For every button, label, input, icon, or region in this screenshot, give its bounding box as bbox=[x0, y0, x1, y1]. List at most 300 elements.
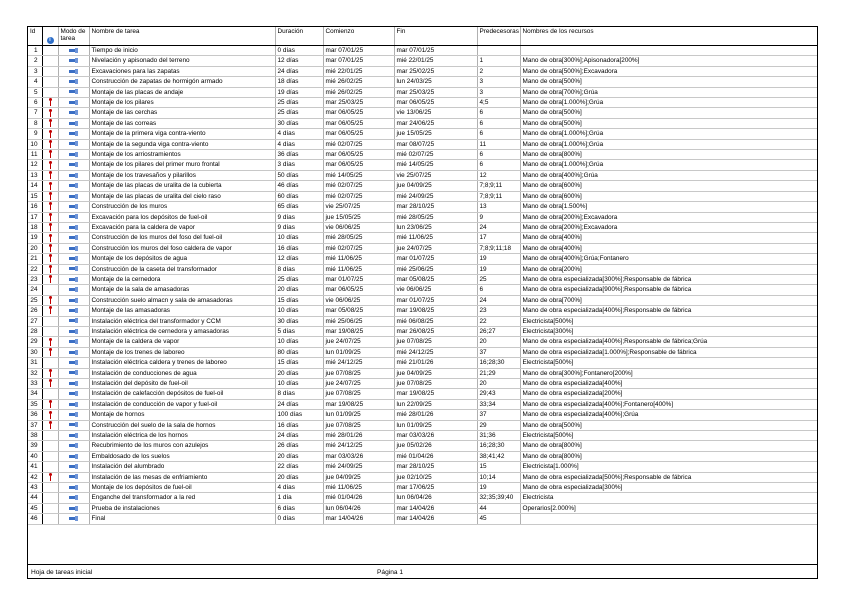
task-resources[interactable]: Mano de obra[200%];Excavadora bbox=[520, 212, 817, 222]
task-start[interactable]: mar 19/08/25 bbox=[323, 399, 394, 409]
task-name[interactable]: Montaje de los travesaños y pilarillos bbox=[89, 170, 275, 180]
task-name[interactable]: Montaje de los depósitos de agua bbox=[89, 254, 275, 264]
task-mode[interactable] bbox=[58, 295, 89, 305]
task-finish[interactable]: vie 06/06/25 bbox=[394, 285, 477, 295]
task-start[interactable]: mar 25/03/25 bbox=[323, 98, 394, 108]
table-row[interactable] bbox=[28, 503, 817, 513]
task-finish[interactable]: mié 22/01/25 bbox=[394, 56, 477, 66]
task-start[interactable]: mié 11/06/25 bbox=[323, 483, 394, 493]
task-indicator[interactable] bbox=[42, 347, 58, 357]
task-predecessors[interactable]: 37 bbox=[477, 347, 520, 357]
table-row[interactable] bbox=[28, 379, 817, 389]
task-name[interactable]: Tiempo de inicio bbox=[89, 46, 275, 56]
task-finish[interactable]: mié 14/05/25 bbox=[394, 160, 477, 170]
task-mode[interactable] bbox=[58, 66, 89, 76]
task-finish[interactable]: mar 01/07/25 bbox=[394, 254, 477, 264]
task-finish[interactable]: mar 28/10/25 bbox=[394, 202, 477, 212]
task-mode[interactable] bbox=[58, 358, 89, 368]
task-indicator[interactable] bbox=[42, 243, 58, 253]
task-resources[interactable]: Mano de obra[1.000%];Grúa bbox=[520, 139, 817, 149]
task-mode[interactable] bbox=[58, 98, 89, 108]
task-indicator[interactable] bbox=[42, 295, 58, 305]
task-indicator[interactable] bbox=[42, 399, 58, 409]
task-start[interactable]: mié 25/06/25 bbox=[323, 316, 394, 326]
task-predecessors[interactable]: 20 bbox=[477, 379, 520, 389]
task-finish[interactable]: jue 07/08/25 bbox=[394, 379, 477, 389]
task-indicator[interactable] bbox=[42, 77, 58, 87]
task-resources[interactable]: Mano de obra[200%] bbox=[520, 264, 817, 274]
task-start[interactable]: lun 06/04/26 bbox=[323, 503, 394, 513]
task-finish[interactable]: mar 08/07/25 bbox=[394, 139, 477, 149]
task-id[interactable]: 19 bbox=[28, 233, 42, 243]
task-mode[interactable] bbox=[58, 316, 89, 326]
task-start[interactable]: lun 01/09/25 bbox=[323, 347, 394, 357]
task-start[interactable]: jue 07/08/25 bbox=[323, 389, 394, 399]
task-start[interactable]: mié 24/12/25 bbox=[323, 441, 394, 451]
task-resources[interactable]: Mano de obra[500%] bbox=[520, 420, 817, 430]
task-mode[interactable] bbox=[58, 472, 89, 482]
task-resources[interactable]: Mano de obra especializada[1.000%];Responsable de fábrica bbox=[520, 347, 817, 357]
task-mode[interactable] bbox=[58, 274, 89, 284]
task-resources[interactable]: Mano de obra[1.000%];Grúa bbox=[520, 98, 817, 108]
task-duration[interactable]: 50 días bbox=[275, 170, 323, 180]
task-id[interactable]: 8 bbox=[28, 118, 42, 128]
table-row[interactable] bbox=[28, 358, 817, 368]
task-mode[interactable] bbox=[58, 441, 89, 451]
task-predecessors[interactable]: 19 bbox=[477, 483, 520, 493]
task-id[interactable]: 24 bbox=[28, 285, 42, 295]
task-id[interactable]: 29 bbox=[28, 337, 42, 347]
task-id[interactable]: 13 bbox=[28, 170, 42, 180]
task-finish[interactable]: mar 28/10/25 bbox=[394, 462, 477, 472]
task-resources[interactable]: Mano de obra[400%];Grúa bbox=[520, 170, 817, 180]
task-predecessors[interactable]: 6 bbox=[477, 150, 520, 160]
task-id[interactable]: 37 bbox=[28, 420, 42, 430]
task-start[interactable]: mié 11/06/25 bbox=[323, 264, 394, 274]
task-resources[interactable]: Mano de obra especializada[900%];Responsable de fábrica bbox=[520, 285, 817, 295]
table-row[interactable] bbox=[28, 56, 817, 66]
task-duration[interactable]: 25 días bbox=[275, 108, 323, 118]
table-row[interactable] bbox=[28, 399, 817, 409]
task-indicator[interactable] bbox=[42, 358, 58, 368]
table-row[interactable] bbox=[28, 66, 817, 76]
task-indicator[interactable] bbox=[42, 274, 58, 284]
task-indicator[interactable] bbox=[42, 379, 58, 389]
task-start[interactable]: mié 14/05/25 bbox=[323, 170, 394, 180]
task-id[interactable]: 32 bbox=[28, 368, 42, 378]
task-id[interactable]: 30 bbox=[28, 347, 42, 357]
task-duration[interactable]: 10 días bbox=[275, 379, 323, 389]
table-row[interactable] bbox=[28, 212, 817, 222]
task-mode[interactable] bbox=[58, 56, 89, 66]
task-indicator[interactable] bbox=[42, 87, 58, 97]
task-indicator[interactable] bbox=[42, 472, 58, 482]
task-mode[interactable] bbox=[58, 233, 89, 243]
task-duration[interactable]: 16 días bbox=[275, 243, 323, 253]
task-indicator[interactable] bbox=[42, 306, 58, 316]
task-duration[interactable]: 5 días bbox=[275, 326, 323, 336]
task-id[interactable]: 5 bbox=[28, 87, 42, 97]
task-duration[interactable]: 24 días bbox=[275, 399, 323, 409]
task-name[interactable]: Montaje de la segunda viga contra-viento bbox=[89, 139, 275, 149]
task-mode[interactable] bbox=[58, 368, 89, 378]
task-id[interactable]: 18 bbox=[28, 222, 42, 232]
task-name[interactable]: Instalación de calefacción depósitos de fuel-oil bbox=[89, 389, 275, 399]
table-row[interactable] bbox=[28, 181, 817, 191]
task-duration[interactable]: 20 días bbox=[275, 472, 323, 482]
task-finish[interactable]: mar 19/08/25 bbox=[394, 389, 477, 399]
task-indicator[interactable] bbox=[42, 181, 58, 191]
task-name[interactable]: Construcción de la caseta del transformador bbox=[89, 264, 275, 274]
task-duration[interactable]: 30 días bbox=[275, 118, 323, 128]
task-resources[interactable]: Mano de obra especializada[300%] bbox=[520, 483, 817, 493]
task-id[interactable]: 42 bbox=[28, 472, 42, 482]
task-id[interactable]: 15 bbox=[28, 191, 42, 201]
task-id[interactable]: 2 bbox=[28, 56, 42, 66]
task-resources[interactable]: Mano de obra especializada[400%];Responsable de fábrica bbox=[520, 306, 817, 316]
task-resources[interactable] bbox=[520, 514, 817, 524]
task-name[interactable]: Montaje de los trenes de laboreo bbox=[89, 347, 275, 357]
table-row[interactable] bbox=[28, 170, 817, 180]
task-id[interactable]: 16 bbox=[28, 202, 42, 212]
task-duration[interactable]: 24 días bbox=[275, 431, 323, 441]
task-finish[interactable]: mar 07/01/25 bbox=[394, 46, 477, 56]
task-start[interactable]: mié 11/06/25 bbox=[323, 254, 394, 264]
task-id[interactable]: 43 bbox=[28, 483, 42, 493]
task-start[interactable]: mar 01/07/25 bbox=[323, 274, 394, 284]
task-name[interactable]: Montaje de los arriostramientos bbox=[89, 150, 275, 160]
table-row[interactable] bbox=[28, 264, 817, 274]
task-indicator[interactable] bbox=[42, 98, 58, 108]
task-finish[interactable]: mar 25/03/25 bbox=[394, 87, 477, 97]
task-name[interactable]: Embaldosado de los suelos bbox=[89, 451, 275, 461]
task-duration[interactable]: 60 días bbox=[275, 191, 323, 201]
task-duration[interactable]: 0 días bbox=[275, 46, 323, 56]
task-finish[interactable]: lun 22/09/25 bbox=[394, 399, 477, 409]
task-duration[interactable]: 18 días bbox=[275, 77, 323, 87]
task-predecessors[interactable]: 12 bbox=[477, 170, 520, 180]
task-duration[interactable]: 25 días bbox=[275, 98, 323, 108]
table-row[interactable] bbox=[28, 98, 817, 108]
task-resources[interactable]: Mano de obra especializada[400%] bbox=[520, 379, 817, 389]
task-finish[interactable]: lun 24/03/25 bbox=[394, 77, 477, 87]
task-duration[interactable]: 46 días bbox=[275, 181, 323, 191]
task-resources[interactable]: Mano de obra[700%];Grúa bbox=[520, 87, 817, 97]
task-indicator[interactable] bbox=[42, 129, 58, 139]
task-name[interactable]: Excavación para la caldera de vapor bbox=[89, 222, 275, 232]
task-id[interactable]: 46 bbox=[28, 514, 42, 524]
task-finish[interactable]: jue 04/09/25 bbox=[394, 181, 477, 191]
task-mode[interactable] bbox=[58, 285, 89, 295]
task-name[interactable]: Montaje de las placas de uralita del cielo raso bbox=[89, 191, 275, 201]
task-predecessors[interactable]: 3 bbox=[477, 77, 520, 87]
table-row[interactable] bbox=[28, 514, 817, 524]
task-indicator[interactable] bbox=[42, 285, 58, 295]
table-row[interactable] bbox=[28, 160, 817, 170]
task-indicator[interactable] bbox=[42, 389, 58, 399]
table-row[interactable] bbox=[28, 202, 817, 212]
task-name[interactable]: Montaje de los pilares bbox=[89, 98, 275, 108]
task-resources[interactable] bbox=[520, 46, 817, 56]
task-id[interactable]: 28 bbox=[28, 326, 42, 336]
task-mode[interactable] bbox=[58, 222, 89, 232]
task-resources[interactable]: Mano de obra[1.500%] bbox=[520, 202, 817, 212]
task-mode[interactable] bbox=[58, 202, 89, 212]
task-predecessors[interactable]: 10;14 bbox=[477, 472, 520, 482]
task-mode[interactable] bbox=[58, 462, 89, 472]
task-mode[interactable] bbox=[58, 212, 89, 222]
task-predecessors[interactable]: 13 bbox=[477, 202, 520, 212]
task-indicator[interactable] bbox=[42, 264, 58, 274]
task-resources[interactable]: Mano de obra[500%] bbox=[520, 118, 817, 128]
task-name[interactable]: Instalación eléctrica de cernedora y amasadoras bbox=[89, 326, 275, 336]
task-start[interactable]: mar 06/05/25 bbox=[323, 160, 394, 170]
task-indicator[interactable] bbox=[42, 410, 58, 420]
task-indicator[interactable] bbox=[42, 150, 58, 160]
task-name[interactable]: Montaje de las placas de andaje bbox=[89, 87, 275, 97]
task-finish[interactable]: mié 24/09/25 bbox=[394, 191, 477, 201]
task-indicator[interactable] bbox=[42, 326, 58, 336]
task-duration[interactable]: 15 días bbox=[275, 295, 323, 305]
task-resources[interactable]: Mano de obra[400%];Grúa;Fontanero bbox=[520, 254, 817, 264]
task-start[interactable]: mar 07/01/25 bbox=[323, 46, 394, 56]
task-duration[interactable]: 20 días bbox=[275, 368, 323, 378]
task-indicator[interactable] bbox=[42, 462, 58, 472]
task-finish[interactable]: mié 02/07/25 bbox=[394, 150, 477, 160]
task-duration[interactable]: 24 días bbox=[275, 66, 323, 76]
task-mode[interactable] bbox=[58, 399, 89, 409]
table-row[interactable] bbox=[28, 191, 817, 201]
table-row[interactable] bbox=[28, 243, 817, 253]
task-id[interactable]: 31 bbox=[28, 358, 42, 368]
table-row[interactable] bbox=[28, 347, 817, 357]
task-start[interactable]: jue 24/07/25 bbox=[323, 337, 394, 347]
table-row[interactable] bbox=[28, 306, 817, 316]
task-start[interactable]: mar 06/05/25 bbox=[323, 129, 394, 139]
task-start[interactable]: mar 14/04/26 bbox=[323, 514, 394, 524]
task-mode[interactable] bbox=[58, 389, 89, 399]
task-id[interactable]: 14 bbox=[28, 181, 42, 191]
table-row[interactable] bbox=[28, 368, 817, 378]
task-name[interactable]: Final bbox=[89, 514, 275, 524]
task-predecessors[interactable]: 15 bbox=[477, 462, 520, 472]
task-indicator[interactable] bbox=[42, 514, 58, 524]
task-finish[interactable]: jue 24/07/25 bbox=[394, 243, 477, 253]
task-start[interactable]: jue 07/08/25 bbox=[323, 368, 394, 378]
task-predecessors[interactable]: 38;41;42 bbox=[477, 451, 520, 461]
task-predecessors[interactable]: 6 bbox=[477, 285, 520, 295]
task-finish[interactable]: mar 01/07/25 bbox=[394, 295, 477, 305]
task-start[interactable]: mié 26/02/25 bbox=[323, 87, 394, 97]
task-name[interactable]: Montaje de hornos bbox=[89, 410, 275, 420]
task-predecessors[interactable]: 16;28;30 bbox=[477, 358, 520, 368]
task-id[interactable]: 10 bbox=[28, 139, 42, 149]
task-mode[interactable] bbox=[58, 254, 89, 264]
task-predecessors[interactable]: 21;29 bbox=[477, 368, 520, 378]
task-duration[interactable]: 4 días bbox=[275, 139, 323, 149]
task-predecessors[interactable]: 24 bbox=[477, 222, 520, 232]
task-mode[interactable] bbox=[58, 160, 89, 170]
task-mode[interactable] bbox=[58, 493, 89, 503]
table-row[interactable] bbox=[28, 108, 817, 118]
task-id[interactable]: 25 bbox=[28, 295, 42, 305]
task-name[interactable]: Construcción suelo almacn y sala de amasadoras bbox=[89, 295, 275, 305]
table-row[interactable] bbox=[28, 274, 817, 284]
task-indicator[interactable] bbox=[42, 160, 58, 170]
task-finish[interactable]: mié 28/05/25 bbox=[394, 212, 477, 222]
task-mode[interactable] bbox=[58, 118, 89, 128]
task-id[interactable]: 21 bbox=[28, 254, 42, 264]
task-id[interactable]: 6 bbox=[28, 98, 42, 108]
task-duration[interactable]: 12 días bbox=[275, 254, 323, 264]
task-resources[interactable]: Mano de obra especializada[300%];Responsable de fábrica bbox=[520, 274, 817, 284]
task-predecessors[interactable]: 16;28;30 bbox=[477, 441, 520, 451]
task-predecessors[interactable]: 31;36 bbox=[477, 431, 520, 441]
task-resources[interactable]: Mano de obra[500%] bbox=[520, 108, 817, 118]
task-resources[interactable]: Electricista bbox=[520, 493, 817, 503]
task-predecessors[interactable]: 6 bbox=[477, 160, 520, 170]
task-resources[interactable]: Mano de obra[400%] bbox=[520, 243, 817, 253]
task-predecessors[interactable]: 23 bbox=[477, 306, 520, 316]
task-indicator[interactable] bbox=[42, 431, 58, 441]
task-mode[interactable] bbox=[58, 170, 89, 180]
task-resources[interactable]: Mano de obra especializada[500%];Responsable de fábrica bbox=[520, 472, 817, 482]
task-name[interactable]: Montaje de los depósitos de fuel-oil bbox=[89, 483, 275, 493]
task-duration[interactable]: 1 día bbox=[275, 493, 323, 503]
task-predecessors[interactable]: 2 bbox=[477, 66, 520, 76]
task-start[interactable]: mar 06/05/25 bbox=[323, 150, 394, 160]
task-predecessors[interactable]: 32;35;39;40 bbox=[477, 493, 520, 503]
task-finish[interactable]: jue 05/02/26 bbox=[394, 441, 477, 451]
task-name[interactable]: Montaje de la primera viga contra-viento bbox=[89, 129, 275, 139]
task-resources[interactable]: Mano de obra especializada[200%] bbox=[520, 389, 817, 399]
task-id[interactable]: 3 bbox=[28, 66, 42, 76]
task-mode[interactable] bbox=[58, 503, 89, 513]
task-duration[interactable]: 19 días bbox=[275, 87, 323, 97]
task-predecessors[interactable]: 26;27 bbox=[477, 326, 520, 336]
table-row[interactable] bbox=[28, 46, 817, 56]
task-start[interactable]: vie 06/06/25 bbox=[323, 222, 394, 232]
task-id[interactable]: 39 bbox=[28, 441, 42, 451]
task-resources[interactable]: Electricista[500%] bbox=[520, 358, 817, 368]
task-mode[interactable] bbox=[58, 264, 89, 274]
table-row[interactable] bbox=[28, 118, 817, 128]
task-finish[interactable]: vie 13/06/25 bbox=[394, 108, 477, 118]
task-finish[interactable]: jue 07/08/25 bbox=[394, 337, 477, 347]
task-start[interactable]: mar 07/01/25 bbox=[323, 56, 394, 66]
task-duration[interactable]: 26 días bbox=[275, 441, 323, 451]
task-name[interactable]: Montaje de las amasadoras bbox=[89, 306, 275, 316]
task-finish[interactable]: mar 14/04/26 bbox=[394, 514, 477, 524]
task-predecessors[interactable]: 1 bbox=[477, 56, 520, 66]
task-indicator[interactable] bbox=[42, 316, 58, 326]
task-duration[interactable]: 10 días bbox=[275, 233, 323, 243]
table-row[interactable] bbox=[28, 285, 817, 295]
task-duration[interactable]: 6 días bbox=[275, 503, 323, 513]
task-start[interactable]: mié 24/12/25 bbox=[323, 358, 394, 368]
task-indicator[interactable] bbox=[42, 56, 58, 66]
task-indicator[interactable] bbox=[42, 420, 58, 430]
task-id[interactable]: 9 bbox=[28, 129, 42, 139]
table-row[interactable] bbox=[28, 451, 817, 461]
task-start[interactable]: mar 06/05/25 bbox=[323, 118, 394, 128]
task-finish[interactable]: mié 01/04/26 bbox=[394, 451, 477, 461]
task-predecessors[interactable]: 19 bbox=[477, 264, 520, 274]
task-resources[interactable]: Mano de obra[300%];Apisonadora[200%] bbox=[520, 56, 817, 66]
task-start[interactable]: mar 06/05/25 bbox=[323, 108, 394, 118]
task-id[interactable]: 36 bbox=[28, 410, 42, 420]
table-row[interactable] bbox=[28, 316, 817, 326]
task-indicator[interactable] bbox=[42, 212, 58, 222]
task-predecessors[interactable]: 7;8;9;11 bbox=[477, 191, 520, 201]
task-mode[interactable] bbox=[58, 46, 89, 56]
task-predecessors[interactable]: 9 bbox=[477, 212, 520, 222]
task-name[interactable]: Instalación eléctrica del transformador y CCM bbox=[89, 316, 275, 326]
task-duration[interactable]: 20 días bbox=[275, 451, 323, 461]
task-name[interactable]: Montaje de las placas de uralita de la cubierta bbox=[89, 181, 275, 191]
task-predecessors[interactable]: 6 bbox=[477, 108, 520, 118]
task-indicator[interactable] bbox=[42, 170, 58, 180]
table-row[interactable] bbox=[28, 233, 817, 243]
task-duration[interactable]: 36 días bbox=[275, 150, 323, 160]
task-name[interactable]: Construcción de zapatas de hormigón armado bbox=[89, 77, 275, 87]
task-resources[interactable]: Electricista[1.000%] bbox=[520, 462, 817, 472]
task-finish[interactable]: mar 26/08/25 bbox=[394, 326, 477, 336]
task-mode[interactable] bbox=[58, 87, 89, 97]
task-mode[interactable] bbox=[58, 410, 89, 420]
task-resources[interactable]: Operarios[2.000%] bbox=[520, 503, 817, 513]
table-row[interactable] bbox=[28, 326, 817, 336]
task-id[interactable]: 44 bbox=[28, 493, 42, 503]
task-indicator[interactable] bbox=[42, 483, 58, 493]
task-name[interactable]: Recubrimiento de los muros con azulejos bbox=[89, 441, 275, 451]
task-name[interactable]: Instalación de las mesas de enfriamiento bbox=[89, 472, 275, 482]
table-row[interactable] bbox=[28, 254, 817, 264]
task-finish[interactable]: mié 25/06/25 bbox=[394, 264, 477, 274]
task-id[interactable]: 34 bbox=[28, 389, 42, 399]
task-name[interactable]: Instalación eléctrica de los hornos bbox=[89, 431, 275, 441]
task-start[interactable]: mar 05/08/25 bbox=[323, 306, 394, 316]
task-mode[interactable] bbox=[58, 451, 89, 461]
task-resources[interactable]: Mano de obra especializada[400%];Fontanero[400%] bbox=[520, 399, 817, 409]
task-mode[interactable] bbox=[58, 326, 89, 336]
task-mode[interactable] bbox=[58, 129, 89, 139]
task-id[interactable]: 41 bbox=[28, 462, 42, 472]
task-resources[interactable]: Mano de obra[600%] bbox=[520, 181, 817, 191]
task-mode[interactable] bbox=[58, 431, 89, 441]
table-row[interactable] bbox=[28, 410, 817, 420]
task-indicator[interactable] bbox=[42, 503, 58, 513]
task-resources[interactable]: Mano de obra especializada[400%];Responsable de fábrica;Grúa bbox=[520, 337, 817, 347]
task-mode[interactable] bbox=[58, 77, 89, 87]
task-id[interactable]: 45 bbox=[28, 503, 42, 513]
task-id[interactable]: 22 bbox=[28, 264, 42, 274]
task-name[interactable]: Construcción de los muros bbox=[89, 202, 275, 212]
task-finish[interactable]: mar 19/08/25 bbox=[394, 306, 477, 316]
task-finish[interactable]: mar 25/02/25 bbox=[394, 66, 477, 76]
task-name[interactable]: Instalación de conducciones de agua bbox=[89, 368, 275, 378]
task-indicator[interactable] bbox=[42, 202, 58, 212]
task-finish[interactable]: mar 24/06/25 bbox=[394, 118, 477, 128]
task-predecessors[interactable]: 3 bbox=[477, 87, 520, 97]
task-mode[interactable] bbox=[58, 191, 89, 201]
task-resources[interactable]: Mano de obra[1.000%];Grúa bbox=[520, 129, 817, 139]
task-id[interactable]: 20 bbox=[28, 243, 42, 253]
task-start[interactable]: mié 02/07/25 bbox=[323, 181, 394, 191]
task-name[interactable]: Construcción de los muros del foso del fuel-oil bbox=[89, 233, 275, 243]
task-finish[interactable]: mar 06/05/25 bbox=[394, 98, 477, 108]
task-resources[interactable]: Mano de obra especializada[400%];Grúa bbox=[520, 410, 817, 420]
